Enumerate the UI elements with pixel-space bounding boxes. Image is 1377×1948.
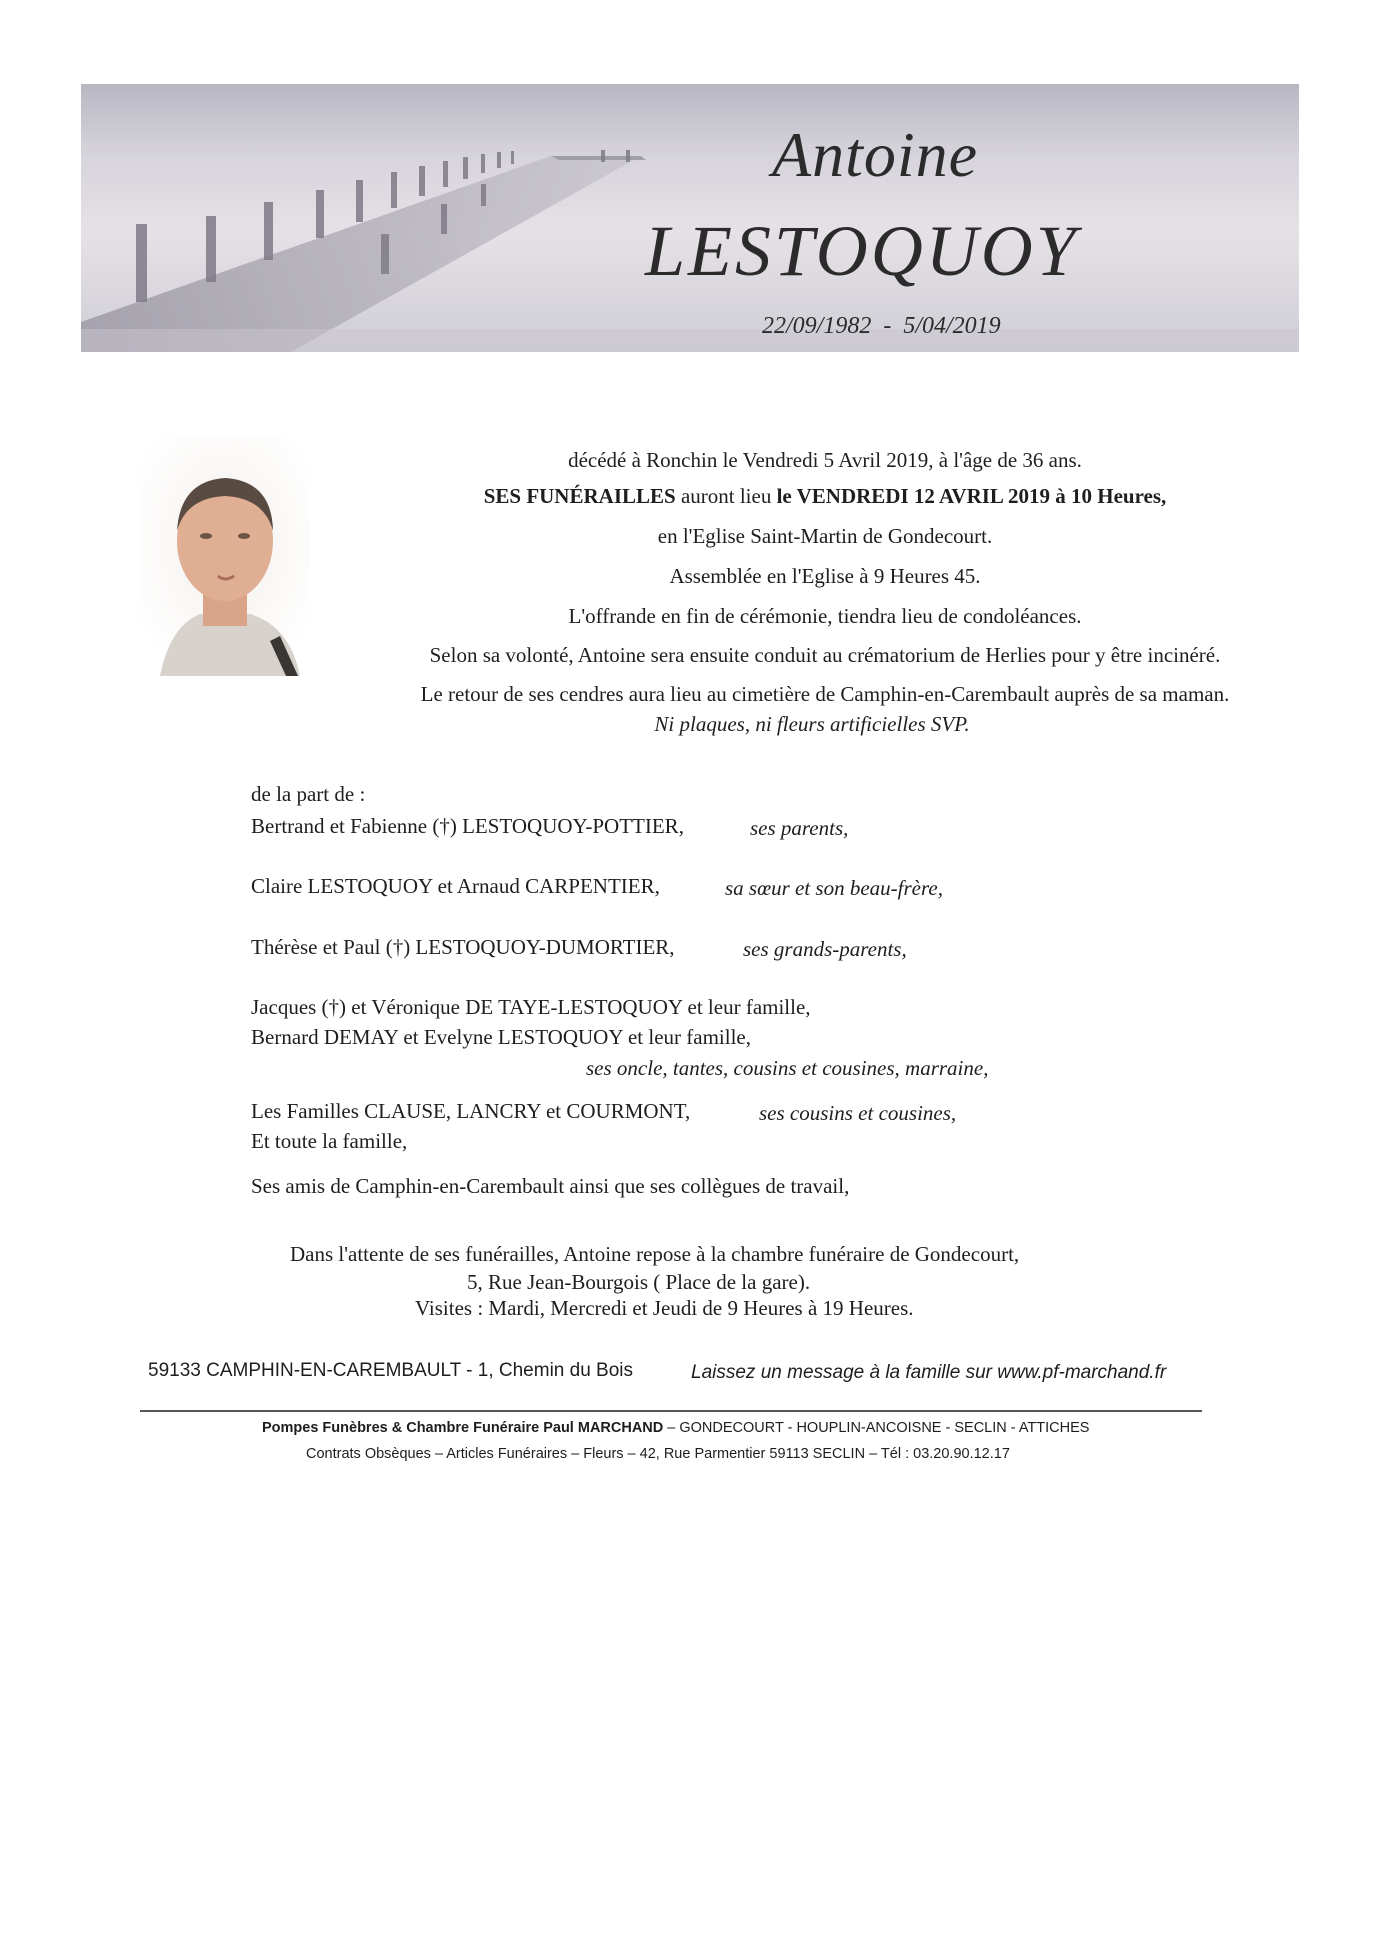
family-intro: de la part de : — [251, 782, 366, 806]
repose-line: Dans l'attente de ses funérailles, Antoine repose à la chambre funéraire de Gondecourt, — [290, 1242, 1020, 1266]
church-line: en l'Eglise Saint-Martin de Gondecourt. — [657, 524, 993, 548]
uncles-relation: ses oncle, tantes, cousins et cousines, marraine, — [586, 1056, 989, 1080]
family-address: 59133 CAMPHIN-EN-CAREMBAULT - 1, Chemin du Bois — [148, 1360, 634, 1381]
visiting-hours: Visites : Mardi, Mercredi et Jeudi de 9 Heures à 19 Heures. — [415, 1296, 914, 1320]
parents-relation: ses parents, — [750, 816, 849, 840]
company-locations: – GONDECOURT - HOUPLIN-ANCOISNE - SECLIN - ATTICHES — [663, 1420, 1090, 1436]
footer-divider — [140, 1410, 1202, 1412]
sister-relation: sa sœur et son beau-frère, — [725, 876, 943, 900]
funeral-date-line — [337, 484, 1313, 509]
death-notice-line: décédé à Ronchin le Vendredi 5 Avril 2019, à l'âge de 36 ans. — [568, 448, 1082, 472]
funeral-datetime: le VENDREDI 12 AVRIL 2019 à 10 Heures, — [776, 484, 1167, 508]
uncle-line-2: Bernard DEMAY et Evelyne LESTOQUOY et leur famille, — [251, 1025, 751, 1049]
funeral-home-address: 5, Rue Jean-Bourgois ( Place de la gare). — [467, 1270, 811, 1294]
cousins-relation: ses cousins et cousines, — [759, 1101, 957, 1125]
grandparents-names: Thérèse et Paul (†) LESTOQUOY-DUMORTIER, — [251, 935, 675, 959]
company-line — [262, 1420, 1089, 1436]
assembly-line: Assemblée en l'Eglise à 9 Heures 45. — [669, 564, 981, 588]
life-dates: 22/09/1982 - 5/04/2019 — [762, 313, 1001, 339]
sister-names: Claire LESTOQUOY et Arnaud CARPENTIER, — [251, 874, 660, 898]
portrait-photo — [140, 436, 310, 676]
no-flowers-line: Ni plaques, ni fleurs artificielles SVP. — [654, 712, 970, 736]
friends-line: Ses amis de Camphin-en-Carembault ainsi que ses collègues de travail, — [251, 1174, 850, 1198]
ashes-line: Le retour de ses cendres aura lieu au cimetière de Camphin-en-Carembault auprès de sa maman. — [420, 682, 1230, 706]
cremation-line: Selon sa volonté, Antoine sera ensuite conduit au crématorium de Herlies pour y être incinéré. — [429, 643, 1221, 667]
uncle-line-1: Jacques (†) et Véronique DE TAYE-LESTOQUOY et leur famille, — [251, 995, 811, 1019]
first-name: Antoine — [772, 119, 979, 190]
funeral-heading: SES FUNÉRAILLES — [483, 484, 676, 508]
company-name: Pompes Funèbres & Chambre Funéraire Paul MARCHAND — [262, 1420, 664, 1436]
last-name: LESTOQUOY — [645, 211, 1079, 291]
message-link[interactable]: Laissez un message à la famille sur www.pf-marchand.fr — [691, 1362, 1167, 1383]
grandparents-relation: ses grands-parents, — [743, 937, 907, 961]
parents-names: Bertrand et Fabienne (†) LESTOQUOY-POTTIER, — [251, 814, 684, 838]
all-family: Et toute la famille, — [251, 1129, 408, 1153]
cousins-names: Les Familles CLAUSE, LANCRY et COURMONT, — [251, 1099, 691, 1123]
company-services: Contrats Obsèques – Articles Funéraires – Fleurs – 42, Rue Parmentier 59113 SECLIN – Tél : 03.20.90.12.17 — [306, 1446, 1010, 1462]
funeral-connector: auront lieu — [675, 484, 777, 508]
offering-line: L'offrande en fin de cérémonie, tiendra lieu de condoléances. — [568, 604, 1082, 628]
